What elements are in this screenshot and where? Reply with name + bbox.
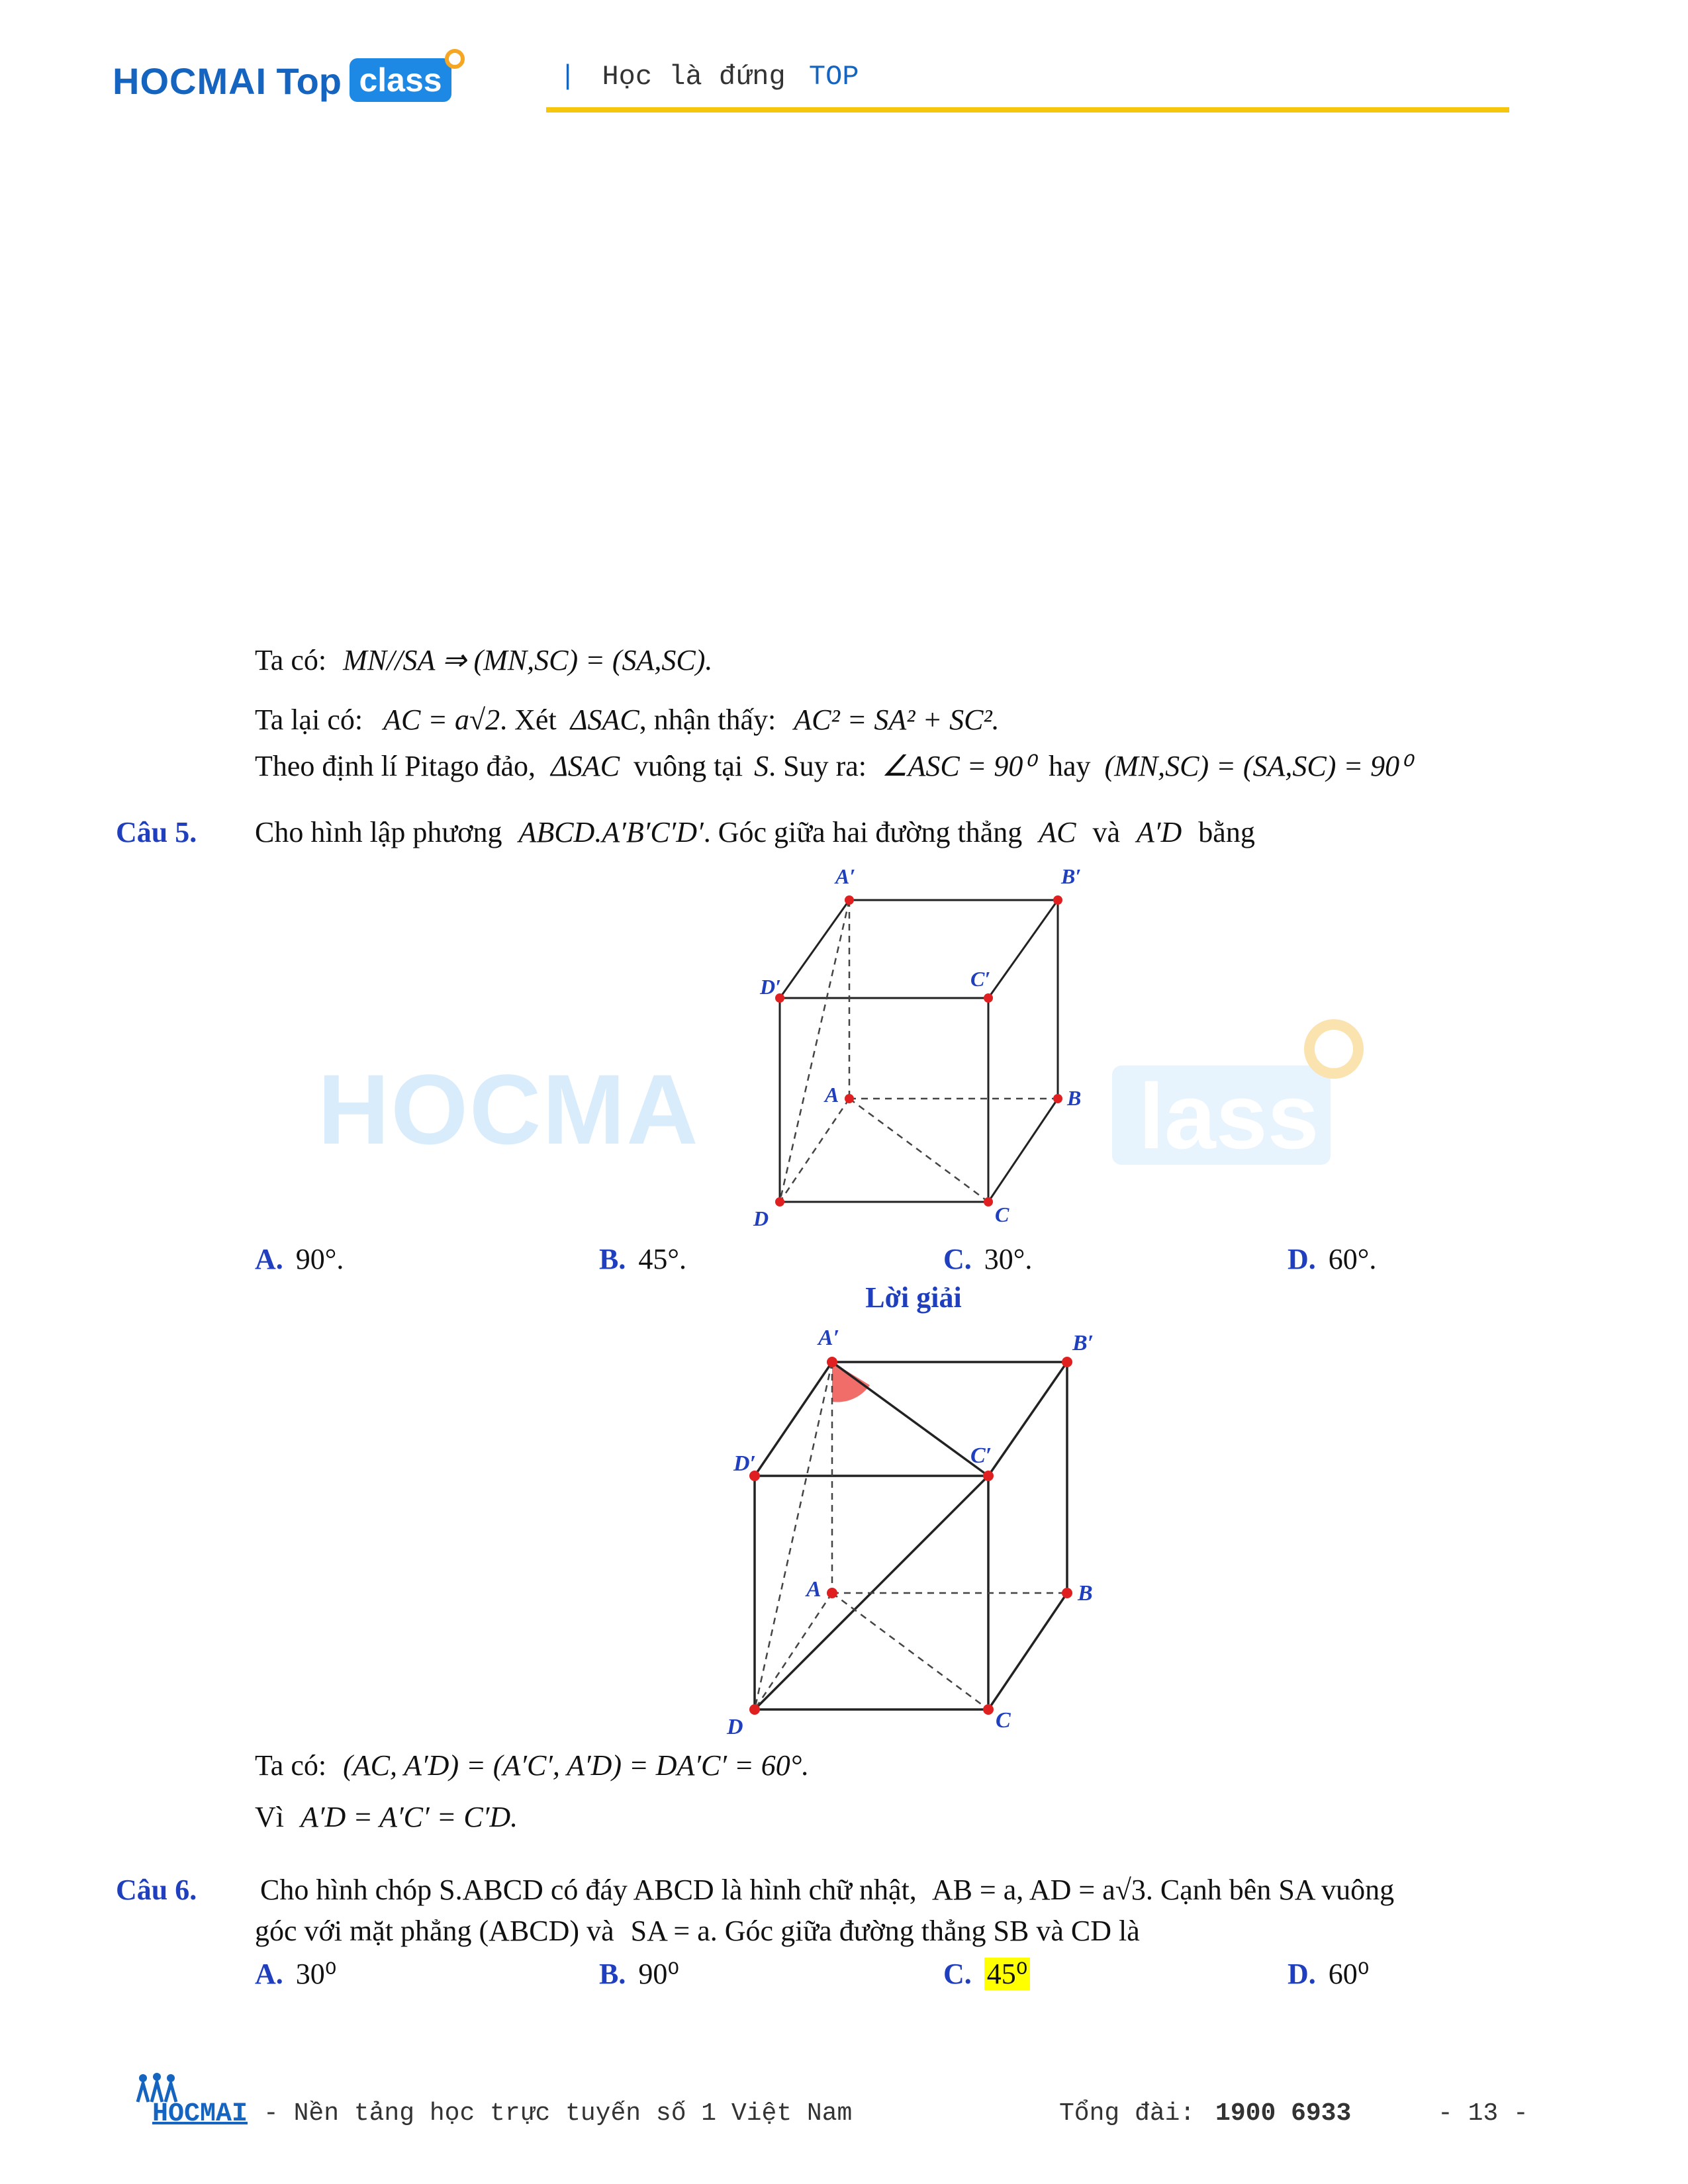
solution5-line-2	[255, 1799, 518, 1836]
edge-a1d1	[780, 900, 849, 998]
solution5-line-2-prefix: Vì	[255, 1801, 284, 1833]
edge-a1d1	[755, 1362, 832, 1476]
prev-line-3-prefix: Theo định lí Pitago đảo,	[255, 750, 536, 782]
slogan-top: TOP	[808, 61, 859, 93]
point-c	[984, 1197, 993, 1206]
q5-label-text: Câu 5.	[116, 816, 197, 848]
prev-line-3-math3: ∠ASC = 90⁰	[882, 750, 1035, 782]
point-d	[749, 1704, 760, 1715]
point-c1	[984, 993, 993, 1003]
q6-option-a-letter: A.	[255, 1958, 283, 1990]
q6-option-c[interactable]	[943, 1956, 1030, 1993]
q5-option-a-letter: A.	[255, 1243, 283, 1275]
point-d	[775, 1197, 784, 1206]
footer-page-number: - 13 -	[1438, 2099, 1528, 2128]
solution5-line-1-prefix: Ta có:	[255, 1749, 327, 1782]
prev-line-1-prefix: Ta có:	[255, 644, 327, 676]
point-c1	[983, 1471, 994, 1481]
q6-option-b-value: 90⁰	[638, 1958, 679, 1990]
footer-hotline-label: Tổng đài:	[1059, 2099, 1196, 2128]
q5-option-d-value: 60°.	[1328, 1243, 1377, 1275]
solution5-cube-figure	[715, 1320, 1139, 1744]
label-c1: C′	[970, 1443, 992, 1468]
q6-label-text: Câu 6.	[116, 1874, 197, 1906]
slogan-text: Học là đứng	[602, 61, 786, 93]
q5-text2: . Góc giữa hai đường thẳng	[703, 816, 1023, 848]
solution5-line-2-math: A′D = A′C′ = C′D.	[301, 1801, 518, 1833]
label-a1: A′	[818, 1326, 840, 1350]
prev-line-2-math1: AC = a√2	[383, 704, 500, 736]
q5-option-b-letter: B.	[599, 1243, 626, 1275]
prev-line-2-math3: AC² = SA² + SC².	[794, 704, 1000, 736]
prev-line-1	[255, 642, 712, 679]
diag-ac	[849, 1099, 988, 1202]
q6-math2: SA = a	[630, 1915, 710, 1947]
q5-math1: ABCD.A′B′C′D′	[518, 816, 704, 848]
q5-text4: bằng	[1198, 816, 1255, 848]
q6-option-b[interactable]	[599, 1956, 679, 1993]
point-a1	[845, 895, 854, 905]
footer-hotline	[1059, 2099, 1351, 2128]
diag-a1c1	[832, 1362, 988, 1476]
header-divider	[546, 107, 1509, 113]
watermark-left: HOCMA	[318, 1054, 700, 1165]
prev-line-3-math1: ΔSAC	[551, 750, 620, 782]
diag-a1d	[755, 1362, 832, 1709]
q6-option-d-letter: D.	[1288, 1958, 1316, 1990]
q5-option-b-value: 45°.	[638, 1243, 686, 1275]
q6-stem-line-2	[255, 1913, 1140, 1950]
label-c1: C′	[970, 967, 991, 991]
q6-option-c-value-highlighted: 45⁰	[984, 1958, 1031, 1990]
prev-line-3	[255, 748, 1411, 785]
edge-bc	[988, 1099, 1058, 1202]
point-c	[983, 1704, 994, 1715]
diag-a1d	[780, 900, 849, 1202]
prev-line-2	[255, 702, 1000, 739]
prev-line-2-prefix: Ta lại có:	[255, 704, 363, 736]
q5-math2: AC	[1039, 816, 1076, 848]
q6-option-c-letter: C.	[943, 1958, 972, 1990]
label-a: A	[825, 1083, 839, 1107]
slogan-bar: |	[559, 61, 577, 93]
edge-bc	[988, 1593, 1067, 1709]
label-d: D	[753, 1206, 769, 1230]
q6-text4: . Góc giữa đường thẳng SB và CD là	[710, 1915, 1140, 1947]
prev-line-3-math4: (MN,SC) = (SA,SC) = 90⁰	[1104, 750, 1411, 782]
logo-class: class	[350, 58, 451, 102]
point-b1	[1053, 895, 1062, 905]
point-a	[845, 1094, 854, 1103]
prev-line-3-mid3: hay	[1049, 750, 1091, 782]
label-a: A	[806, 1577, 821, 1602]
solution5-title	[794, 1279, 1033, 1316]
edge-b1c1	[988, 900, 1058, 998]
q5-option-c-letter: C.	[943, 1243, 972, 1275]
label-b1: B′	[1072, 1331, 1094, 1355]
label-d: D	[727, 1715, 743, 1739]
q6-math1: AB = a, AD = a√3	[931, 1874, 1146, 1906]
footer-tagline: - Nền tảng học trực tuyến số 1 Việt Nam	[263, 2099, 853, 2128]
prev-line-2-math2: ΔSAC	[570, 704, 639, 736]
q6-label	[116, 1872, 197, 1909]
point-b	[1053, 1094, 1062, 1103]
prev-line-3-mid2: . Suy ra:	[769, 750, 867, 782]
point-a1	[827, 1357, 837, 1367]
q5-option-a-value: 90°.	[295, 1243, 344, 1275]
q6-text2: . Cạnh bên SA vuông	[1145, 1874, 1395, 1906]
q6-stem-line-1	[260, 1872, 1394, 1909]
q6-text1: Cho hình chóp S.ABCD có đáy ABCD là hình chữ nhật,	[260, 1874, 917, 1906]
prev-line-2-mid: . Xét	[500, 704, 557, 736]
q5-math3: A′D	[1137, 816, 1182, 848]
watermark-sun-icon	[1304, 1019, 1364, 1079]
logo-hocmai: HOCMAI	[113, 60, 267, 102]
point-b	[1062, 1588, 1072, 1598]
footer	[0, 2065, 1688, 2144]
footer-brand[interactable]: HOCMAI	[152, 2099, 248, 2129]
edge-b1c1	[988, 1362, 1067, 1476]
label-b1: B′	[1061, 864, 1082, 888]
solution5-title-text: Lời giải	[865, 1281, 962, 1314]
q5-option-c[interactable]	[943, 1241, 1032, 1278]
footer-hotline-number: 1900 6933	[1215, 2099, 1352, 2128]
q6-option-d[interactable]	[1288, 1956, 1369, 1993]
angle-marker	[832, 1362, 870, 1402]
label-c: C	[996, 1708, 1011, 1733]
edge-ad-hidden	[780, 1099, 849, 1202]
solution5-line-1	[255, 1747, 809, 1784]
watermark-right-text: lass	[1139, 1064, 1319, 1168]
header	[0, 0, 1688, 132]
label-c: C	[995, 1203, 1009, 1226]
q6-option-a-value: 30⁰	[295, 1958, 337, 1990]
label-b: B	[1067, 1086, 1082, 1110]
q6-option-b-letter: B.	[599, 1958, 626, 1990]
q5-option-d-letter: D.	[1288, 1243, 1316, 1275]
label-a1: A′	[835, 864, 856, 888]
footer-logo	[131, 2073, 248, 2132]
q5-label	[116, 814, 197, 851]
q6-option-a[interactable]	[255, 1956, 336, 1993]
prev-line-1-math: MN//SA ⇒ (MN,SC) = (SA,SC).	[343, 644, 713, 676]
diag-ac	[832, 1593, 988, 1709]
q5-option-a[interactable]	[255, 1241, 344, 1278]
edge-ad-hidden	[755, 1593, 832, 1709]
q5-text1: Cho hình lập phương	[255, 816, 502, 848]
point-b1	[1062, 1357, 1072, 1367]
slogan	[559, 61, 859, 93]
label-d1: D′	[760, 975, 782, 999]
q5-option-c-value: 30°.	[984, 1243, 1033, 1275]
label-d1: D′	[733, 1451, 757, 1476]
q5-stem	[255, 814, 1255, 851]
q6-text3: góc với mặt phẳng (ABCD) và	[255, 1915, 614, 1947]
prev-line-3-math2: S	[754, 750, 769, 782]
prev-line-3-mid: vuông tại	[633, 750, 743, 782]
logo-top: Top	[276, 60, 342, 102]
q6-option-d-value: 60⁰	[1328, 1958, 1370, 1990]
logo	[113, 58, 451, 111]
sun-icon	[445, 49, 465, 69]
q5-option-d[interactable]	[1288, 1241, 1376, 1278]
point-a	[827, 1588, 837, 1598]
label-b: B	[1078, 1581, 1093, 1606]
watermark-right	[1112, 1064, 1331, 1168]
q5-cube-figure	[728, 857, 1125, 1241]
q5-option-b[interactable]	[599, 1241, 686, 1278]
solution5-line-1-math: (AC, A′D) = (A′C′, A′D) = DA′C′ = 60°.	[343, 1749, 810, 1782]
q5-text3: và	[1092, 816, 1121, 848]
prev-line-2-mid2: , nhận thấy:	[639, 704, 776, 736]
